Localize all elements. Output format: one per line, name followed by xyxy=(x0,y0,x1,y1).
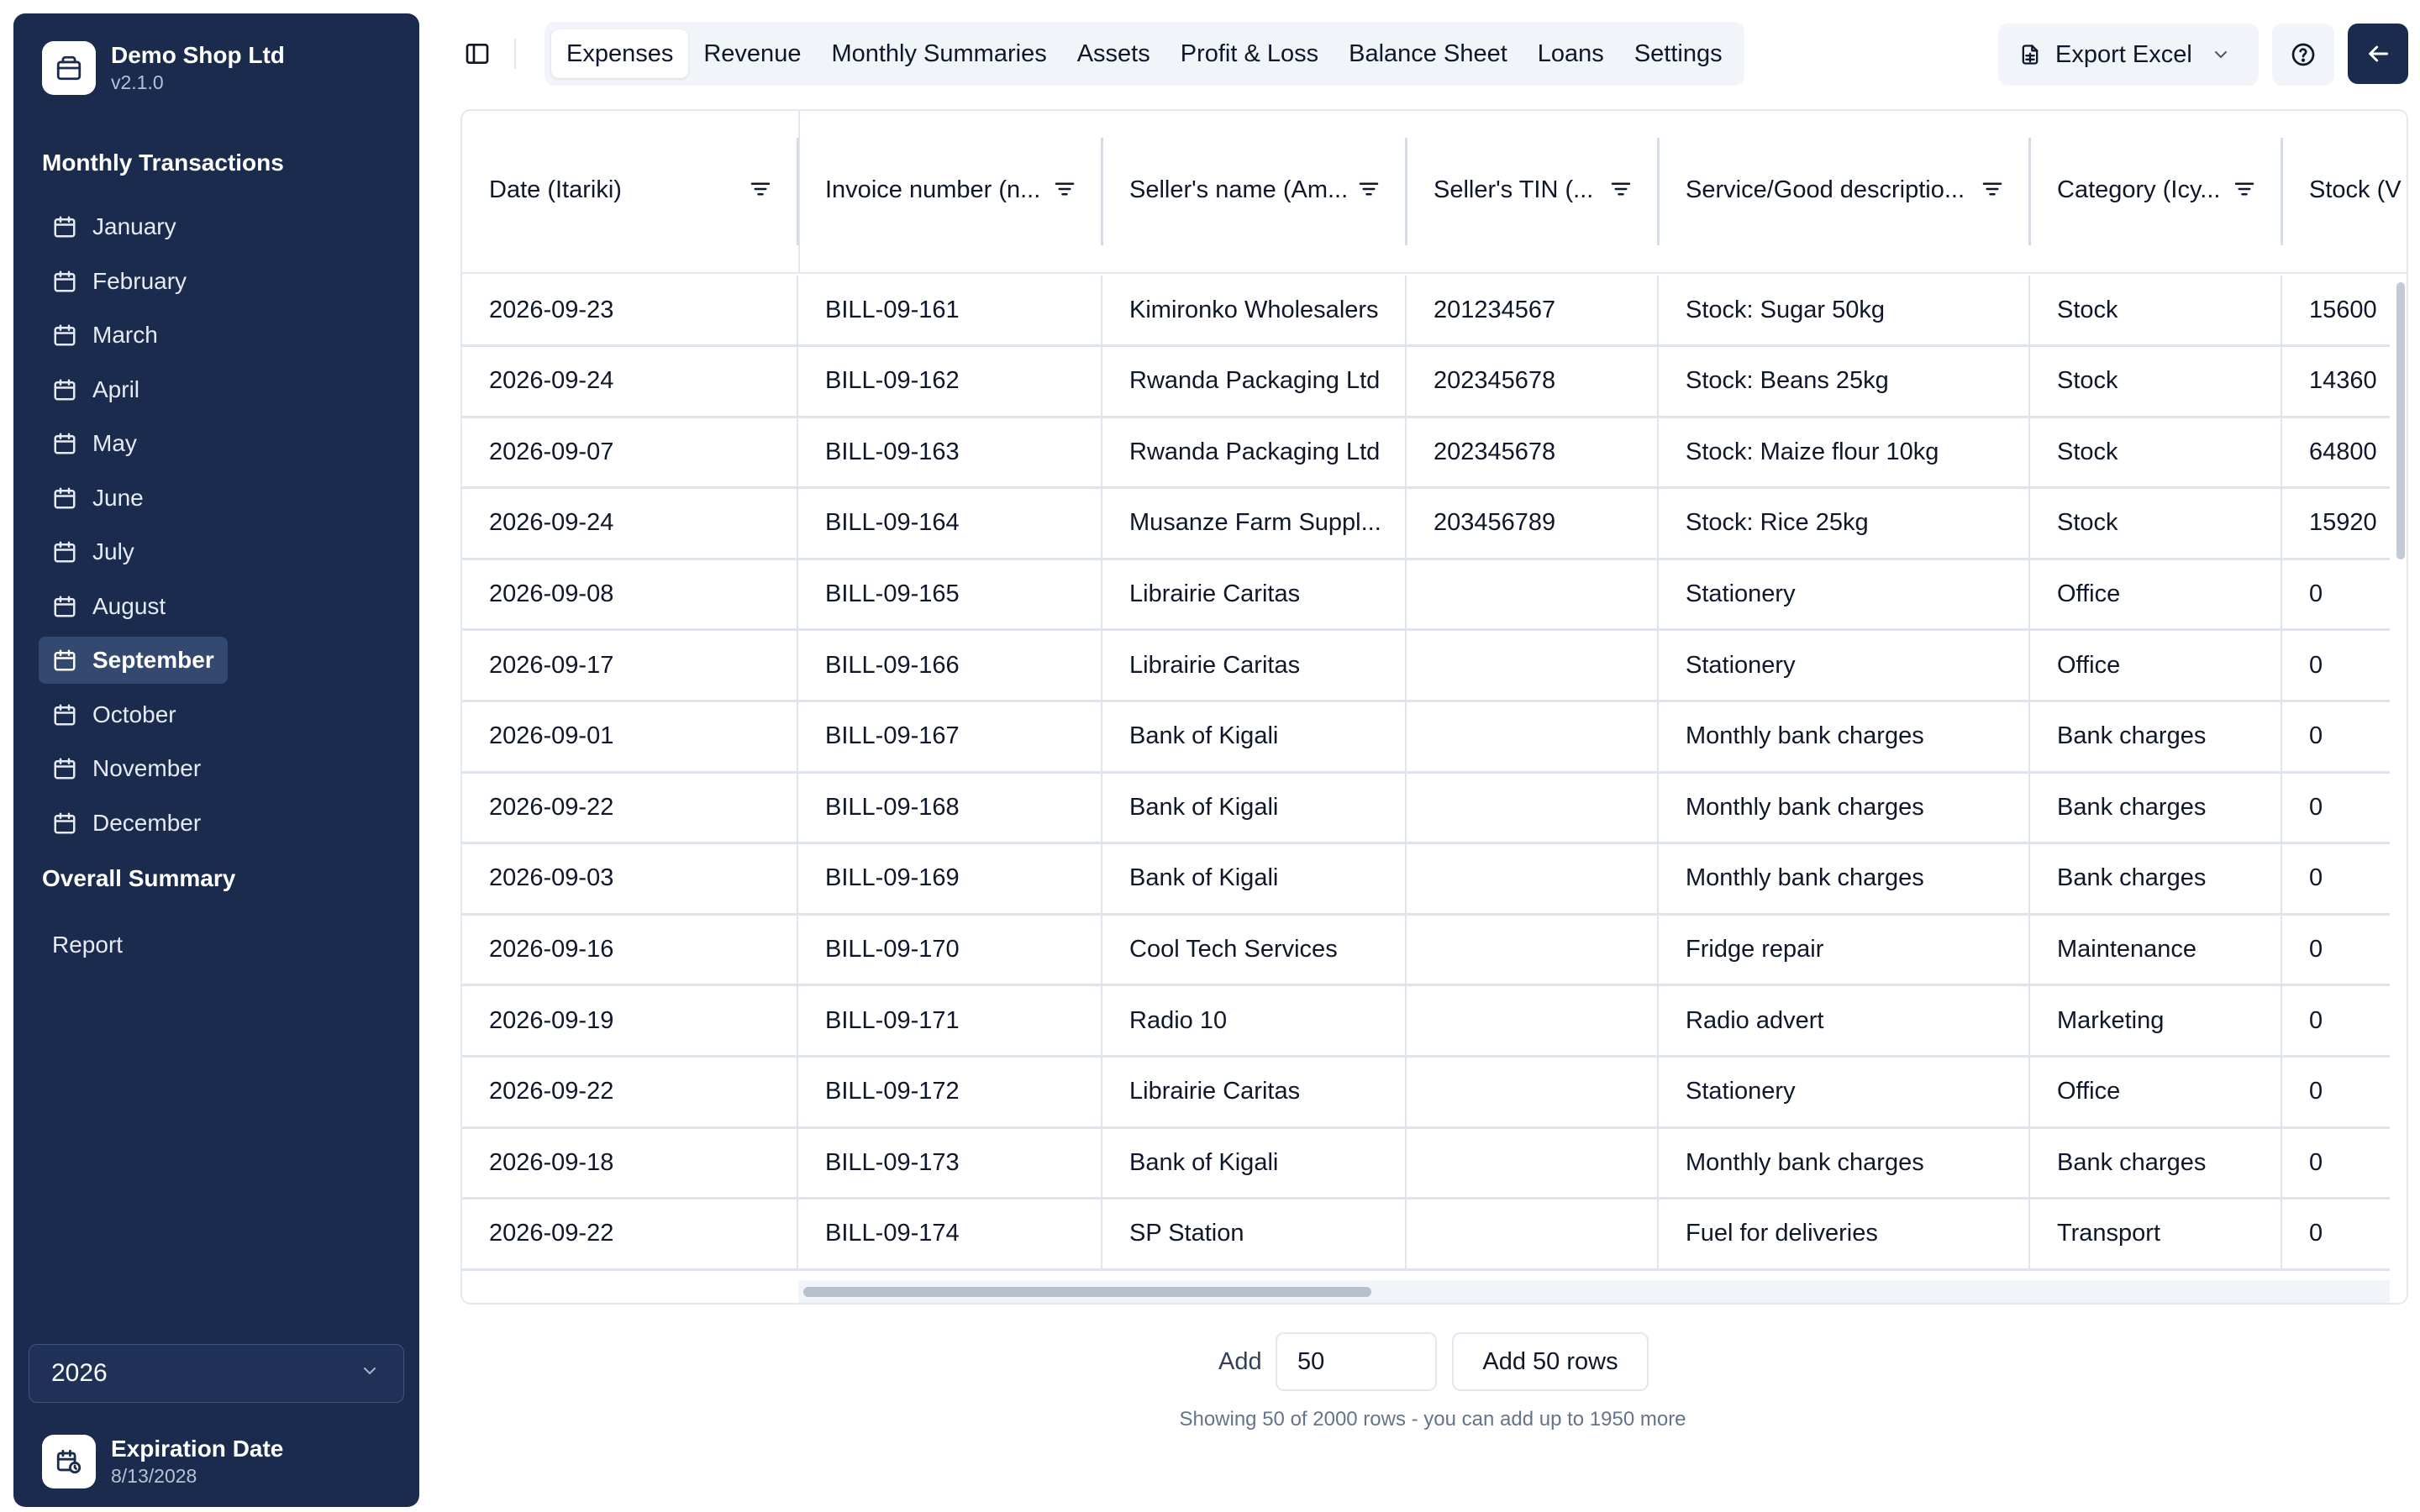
filter-icon[interactable] xyxy=(1980,176,2005,206)
export-excel-label: Export Excel xyxy=(2055,40,2192,68)
filter-icon[interactable] xyxy=(1608,176,1634,206)
table-cell[interactable]: Bank of Kigali xyxy=(1102,773,1407,842)
table-cell[interactable] xyxy=(1407,844,1659,913)
calendar-icon xyxy=(52,486,92,511)
table-cell[interactable] xyxy=(1407,631,1659,700)
table-row[interactable] xyxy=(462,773,2390,844)
sidebar-item-july[interactable] xyxy=(39,528,148,575)
sidebar-item-october[interactable] xyxy=(39,691,190,738)
expiration-date: 8/13/2028 xyxy=(111,1465,197,1487)
table-row[interactable] xyxy=(462,631,2390,702)
sidebar-item-label: September xyxy=(92,647,214,673)
table-cell[interactable] xyxy=(1407,1200,1659,1268)
table-cell[interactable]: 2026-09-03 xyxy=(462,844,798,913)
table-cell[interactable]: SP Station xyxy=(1102,1200,1407,1268)
table-cell[interactable]: 0 xyxy=(2282,631,2390,700)
table-cell[interactable]: 2026-09-18 xyxy=(462,1128,798,1197)
table-cell[interactable]: BILL-09-161 xyxy=(798,276,1102,344)
table-cell[interactable]: Stock: Rice 25kg xyxy=(1659,489,2030,558)
table-cell[interactable]: Stock: Maize flour 10kg xyxy=(1659,417,2030,486)
table-cell[interactable]: 2026-09-24 xyxy=(462,489,798,558)
add-rows-button[interactable]: Add 50 rows xyxy=(1452,1332,1649,1391)
table-cell[interactable]: Stock xyxy=(2030,347,2282,416)
table-row[interactable] xyxy=(462,417,2390,489)
table-cell[interactable]: BILL-09-165 xyxy=(798,559,1102,628)
table-cell[interactable]: 0 xyxy=(2282,1128,2390,1197)
table-cell[interactable]: BILL-09-162 xyxy=(798,347,1102,416)
table-cell[interactable]: Marketing xyxy=(2030,986,2282,1055)
expiration-title: Expiration Date xyxy=(111,1436,284,1462)
table-cell[interactable]: 2026-09-22 xyxy=(462,773,798,842)
table-cell[interactable]: Librairie Caritas xyxy=(1102,559,1407,628)
calendar-icon xyxy=(52,323,92,348)
table-header xyxy=(462,111,2408,274)
calendar-icon xyxy=(52,214,92,239)
table-cell[interactable]: BILL-09-167 xyxy=(798,702,1102,771)
table-cell[interactable]: BILL-09-163 xyxy=(798,417,1102,486)
table-cell[interactable]: Radio advert xyxy=(1659,986,2030,1055)
table-cell[interactable]: Kimironko Wholesalers xyxy=(1102,276,1407,344)
table-row[interactable] xyxy=(462,844,2390,916)
table-cell[interactable]: Bank of Kigali xyxy=(1102,844,1407,913)
column-header-label: Invoice number (n... xyxy=(825,176,1041,203)
sidebar-item-february[interactable] xyxy=(39,258,200,305)
table-row[interactable] xyxy=(462,1128,2390,1200)
table-cell[interactable] xyxy=(1407,1058,1659,1126)
table-cell[interactable]: 14360 xyxy=(2282,347,2390,416)
tab-bar xyxy=(544,22,1744,86)
table-cell[interactable]: 2026-09-22 xyxy=(462,1200,798,1268)
table-cell[interactable] xyxy=(1407,915,1659,984)
table-cell[interactable]: 202345678 xyxy=(1407,417,1659,486)
table-cell[interactable]: 201234567 xyxy=(1407,276,1659,344)
table-cell[interactable]: 2026-09-01 xyxy=(462,702,798,771)
table-cell[interactable] xyxy=(1407,702,1659,771)
table-cell[interactable]: 0 xyxy=(2282,986,2390,1055)
table-cell[interactable]: Stationery xyxy=(1659,631,2030,700)
table-cell[interactable]: Stock xyxy=(2030,489,2282,558)
table-cell[interactable]: 2026-09-16 xyxy=(462,915,798,984)
sidebar-item-label: December xyxy=(92,809,202,836)
table-cell[interactable] xyxy=(1407,986,1659,1055)
table-cell[interactable]: BILL-09-166 xyxy=(798,631,1102,700)
filter-icon[interactable] xyxy=(2232,176,2257,206)
tab-profit-loss[interactable]: Profit & Loss xyxy=(1180,39,1319,67)
sidebar-toggle-icon xyxy=(464,40,491,67)
table-row[interactable] xyxy=(462,276,2390,347)
table-cell[interactable]: 15920 xyxy=(2282,489,2390,558)
calendar-icon xyxy=(52,594,92,619)
table-body xyxy=(462,276,2390,1284)
column-header[interactable] xyxy=(1659,136,2030,244)
table-cell[interactable]: 2026-09-17 xyxy=(462,631,798,700)
brand-version: v2.1.0 xyxy=(111,71,164,93)
calendar-icon xyxy=(52,431,92,456)
table-cell[interactable]: 0 xyxy=(2282,1200,2390,1268)
sidebar-item-june[interactable] xyxy=(39,475,157,522)
table-cell[interactable]: Monthly bank charges xyxy=(1659,1128,2030,1197)
table-cell[interactable] xyxy=(1407,1128,1659,1197)
back-button[interactable] xyxy=(2348,24,2408,84)
table-cell[interactable]: BILL-09-170 xyxy=(798,915,1102,984)
table-cell[interactable]: Stock: Sugar 50kg xyxy=(1659,276,2030,344)
sidebar-item-label: May xyxy=(92,430,137,456)
horizontal-scrollbar-thumb[interactable] xyxy=(803,1287,1371,1297)
table-cell[interactable]: 203456789 xyxy=(1407,489,1659,558)
sidebar-item-may[interactable] xyxy=(39,420,150,467)
column-header-label: Date (Itariki) xyxy=(489,176,622,203)
table-cell[interactable]: 0 xyxy=(2282,1058,2390,1126)
tab-assets[interactable]: Assets xyxy=(1076,39,1150,67)
chevron-down-icon xyxy=(360,1359,380,1388)
sidebar-item-november[interactable] xyxy=(39,745,214,792)
sidebar-item-label: March xyxy=(92,322,158,348)
table-cell[interactable]: Bank of Kigali xyxy=(1102,1128,1407,1197)
table-cell[interactable]: BILL-09-174 xyxy=(798,1200,1102,1268)
table-cell[interactable]: Bank charges xyxy=(2030,1128,2282,1197)
calendar-clock-icon xyxy=(42,1435,96,1488)
sidebar-item-report[interactable]: Report xyxy=(52,932,124,958)
filter-icon[interactable] xyxy=(748,176,773,206)
calendar-icon xyxy=(52,756,92,781)
table-cell[interactable]: 0 xyxy=(2282,773,2390,842)
sidebar-item-label: October xyxy=(92,701,176,727)
calendar-icon xyxy=(52,811,92,836)
table-row[interactable] xyxy=(462,702,2390,774)
calendar-icon xyxy=(52,377,92,402)
column-header[interactable] xyxy=(2282,136,2408,244)
table-cell[interactable]: Monthly bank charges xyxy=(1659,844,2030,913)
table-cell[interactable]: Monthly bank charges xyxy=(1659,702,2030,771)
table-cell[interactable]: Fuel for deliveries xyxy=(1659,1200,2030,1268)
tab-expenses[interactable]: Expenses xyxy=(551,29,688,78)
table-cell[interactable]: BILL-09-172 xyxy=(798,1058,1102,1126)
sidebar-item-april[interactable] xyxy=(39,366,153,413)
table-cell[interactable]: Transport xyxy=(2030,1200,2282,1268)
table-cell[interactable]: 64800 xyxy=(2282,417,2390,486)
table-cell[interactable]: BILL-09-171 xyxy=(798,986,1102,1055)
table-row[interactable] xyxy=(462,986,2390,1058)
table-cell[interactable]: 2026-09-08 xyxy=(462,559,798,628)
table-cell[interactable] xyxy=(1407,559,1659,628)
table-row[interactable] xyxy=(462,489,2390,560)
tab-monthly-summaries[interactable]: Monthly Summaries xyxy=(831,39,1047,67)
table-cell[interactable]: 0 xyxy=(2282,559,2390,628)
table-cell[interactable]: BILL-09-173 xyxy=(798,1128,1102,1197)
table-row[interactable] xyxy=(462,915,2390,986)
table-row[interactable] xyxy=(462,559,2390,631)
table-row[interactable] xyxy=(462,1058,2390,1129)
table-cell[interactable]: 0 xyxy=(2282,915,2390,984)
sidebar-item-december[interactable] xyxy=(39,800,214,847)
table-row[interactable] xyxy=(462,347,2390,418)
table-cell[interactable]: 2026-09-07 xyxy=(462,417,798,486)
sidebar-item-september[interactable] xyxy=(39,637,228,684)
table-cell[interactable]: 2026-09-19 xyxy=(462,986,798,1055)
table-cell[interactable]: 0 xyxy=(2282,844,2390,913)
table-cell[interactable]: Bank of Kigali xyxy=(1102,702,1407,771)
table-cell[interactable]: Cool Tech Services xyxy=(1102,915,1407,984)
column-header-label: Category (Icy... xyxy=(2057,176,2221,203)
calendar-icon xyxy=(52,269,92,294)
sidebar-item-august[interactable] xyxy=(39,583,179,630)
table-cell[interactable]: Stock xyxy=(2030,417,2282,486)
table-cell[interactable]: BILL-09-169 xyxy=(798,844,1102,913)
table-cell[interactable]: Maintenance xyxy=(2030,915,2282,984)
sidebar-item-march[interactable] xyxy=(39,312,171,359)
chevron-down-icon xyxy=(2211,45,2231,65)
sidebar-item-label: June xyxy=(92,484,144,511)
calendar-icon xyxy=(52,648,92,673)
expenses-table xyxy=(460,109,2408,1305)
table-cell[interactable]: 0 xyxy=(2282,702,2390,771)
table-cell[interactable]: Radio 10 xyxy=(1102,986,1407,1055)
filter-icon[interactable] xyxy=(1356,176,1381,206)
table-cell[interactable]: 2026-09-23 xyxy=(462,276,798,344)
app-logo-icon xyxy=(42,41,96,95)
sidebar-item-label: November xyxy=(92,755,202,781)
table-cell[interactable]: Office xyxy=(2030,559,2282,628)
brand-name: Demo Shop Ltd xyxy=(111,42,285,68)
table-cell[interactable]: Bank charges xyxy=(2030,773,2282,842)
toolbar-divider xyxy=(514,39,516,69)
month-list xyxy=(39,203,392,853)
table-cell[interactable]: Bank charges xyxy=(2030,702,2282,771)
table-cell[interactable]: Stock: Beans 25kg xyxy=(1659,347,2030,416)
table-cell[interactable]: Stationery xyxy=(1659,559,2030,628)
table-cell[interactable]: Office xyxy=(2030,1058,2282,1126)
table-cell[interactable]: Rwanda Packaging Ltd xyxy=(1102,347,1407,416)
table-cell[interactable]: Stock xyxy=(2030,276,2282,344)
arrow-left-icon xyxy=(2365,40,2391,67)
sidebar-item-label: April xyxy=(92,375,140,402)
sidebar-item-january[interactable] xyxy=(39,203,190,250)
tab-settings[interactable]: Settings xyxy=(1634,39,1723,67)
sidebar-item-label: August xyxy=(92,592,166,619)
sidebar-item-label: July xyxy=(92,538,134,564)
year-select[interactable] xyxy=(29,1344,404,1403)
rows-info-text: Showing 50 of 2000 rows - you can add up to 1950 more xyxy=(1179,1408,1686,1431)
sidebar xyxy=(13,13,419,1507)
add-rows-input[interactable] xyxy=(1276,1332,1437,1391)
table-cell[interactable]: Librairie Caritas xyxy=(1102,1058,1407,1126)
spreadsheet-icon xyxy=(2018,43,2042,66)
table-cell[interactable]: Monthly bank charges xyxy=(1659,773,2030,842)
overall-summary-title: Overall Summary xyxy=(42,865,236,891)
table-cell[interactable]: Stationery xyxy=(1659,1058,2030,1126)
table-row[interactable] xyxy=(462,1200,2390,1271)
table-cell[interactable] xyxy=(1407,773,1659,842)
table-cell[interactable]: Librairie Caritas xyxy=(1102,631,1407,700)
help-icon xyxy=(2290,41,2317,68)
tab-revenue[interactable]: Revenue xyxy=(703,39,802,67)
table-cell[interactable]: 2026-09-24 xyxy=(462,347,798,416)
calendar-icon xyxy=(52,539,92,564)
table-cell[interactable]: Fridge repair xyxy=(1659,915,2030,984)
table-cell[interactable]: Office xyxy=(2030,631,2282,700)
column-header-label: Stock (V xyxy=(2309,176,2402,203)
export-excel-button[interactable] xyxy=(1998,24,2259,86)
table-cell[interactable]: 202345678 xyxy=(1407,347,1659,416)
column-header-label: Seller's TIN (... xyxy=(1434,176,1594,203)
table-cell[interactable]: Rwanda Packaging Ltd xyxy=(1102,417,1407,486)
sidebar-item-label: February xyxy=(92,267,187,294)
brand xyxy=(42,41,285,95)
help-button[interactable] xyxy=(2272,24,2334,86)
add-rows-label: Add xyxy=(1218,1348,1262,1375)
expiration-info xyxy=(42,1435,283,1488)
monthly-transactions-title: Monthly Transactions xyxy=(42,150,284,176)
table-cell[interactable]: 15600 xyxy=(2282,276,2390,344)
tab-loans[interactable]: Loans xyxy=(1537,39,1604,67)
table-cell[interactable]: Musanze Farm Suppl... xyxy=(1102,489,1407,558)
table-cell[interactable]: BILL-09-164 xyxy=(798,489,1102,558)
calendar-icon xyxy=(52,702,92,727)
table-cell[interactable]: Bank charges xyxy=(2030,844,2282,913)
column-header-label: Service/Good descriptio... xyxy=(1686,176,1965,203)
vertical-scrollbar-thumb[interactable] xyxy=(2396,282,2405,559)
table-cell[interactable]: BILL-09-168 xyxy=(798,773,1102,842)
filter-icon[interactable] xyxy=(1052,176,1077,206)
year-select-value: 2026 xyxy=(51,1359,108,1387)
tab-balance-sheet[interactable]: Balance Sheet xyxy=(1349,39,1507,67)
sidebar-toggle-button[interactable] xyxy=(460,37,494,71)
column-header-label: Seller's name (Am... xyxy=(1129,176,1349,203)
sidebar-item-label: January xyxy=(92,213,176,239)
table-cell[interactable]: 2026-09-22 xyxy=(462,1058,798,1126)
